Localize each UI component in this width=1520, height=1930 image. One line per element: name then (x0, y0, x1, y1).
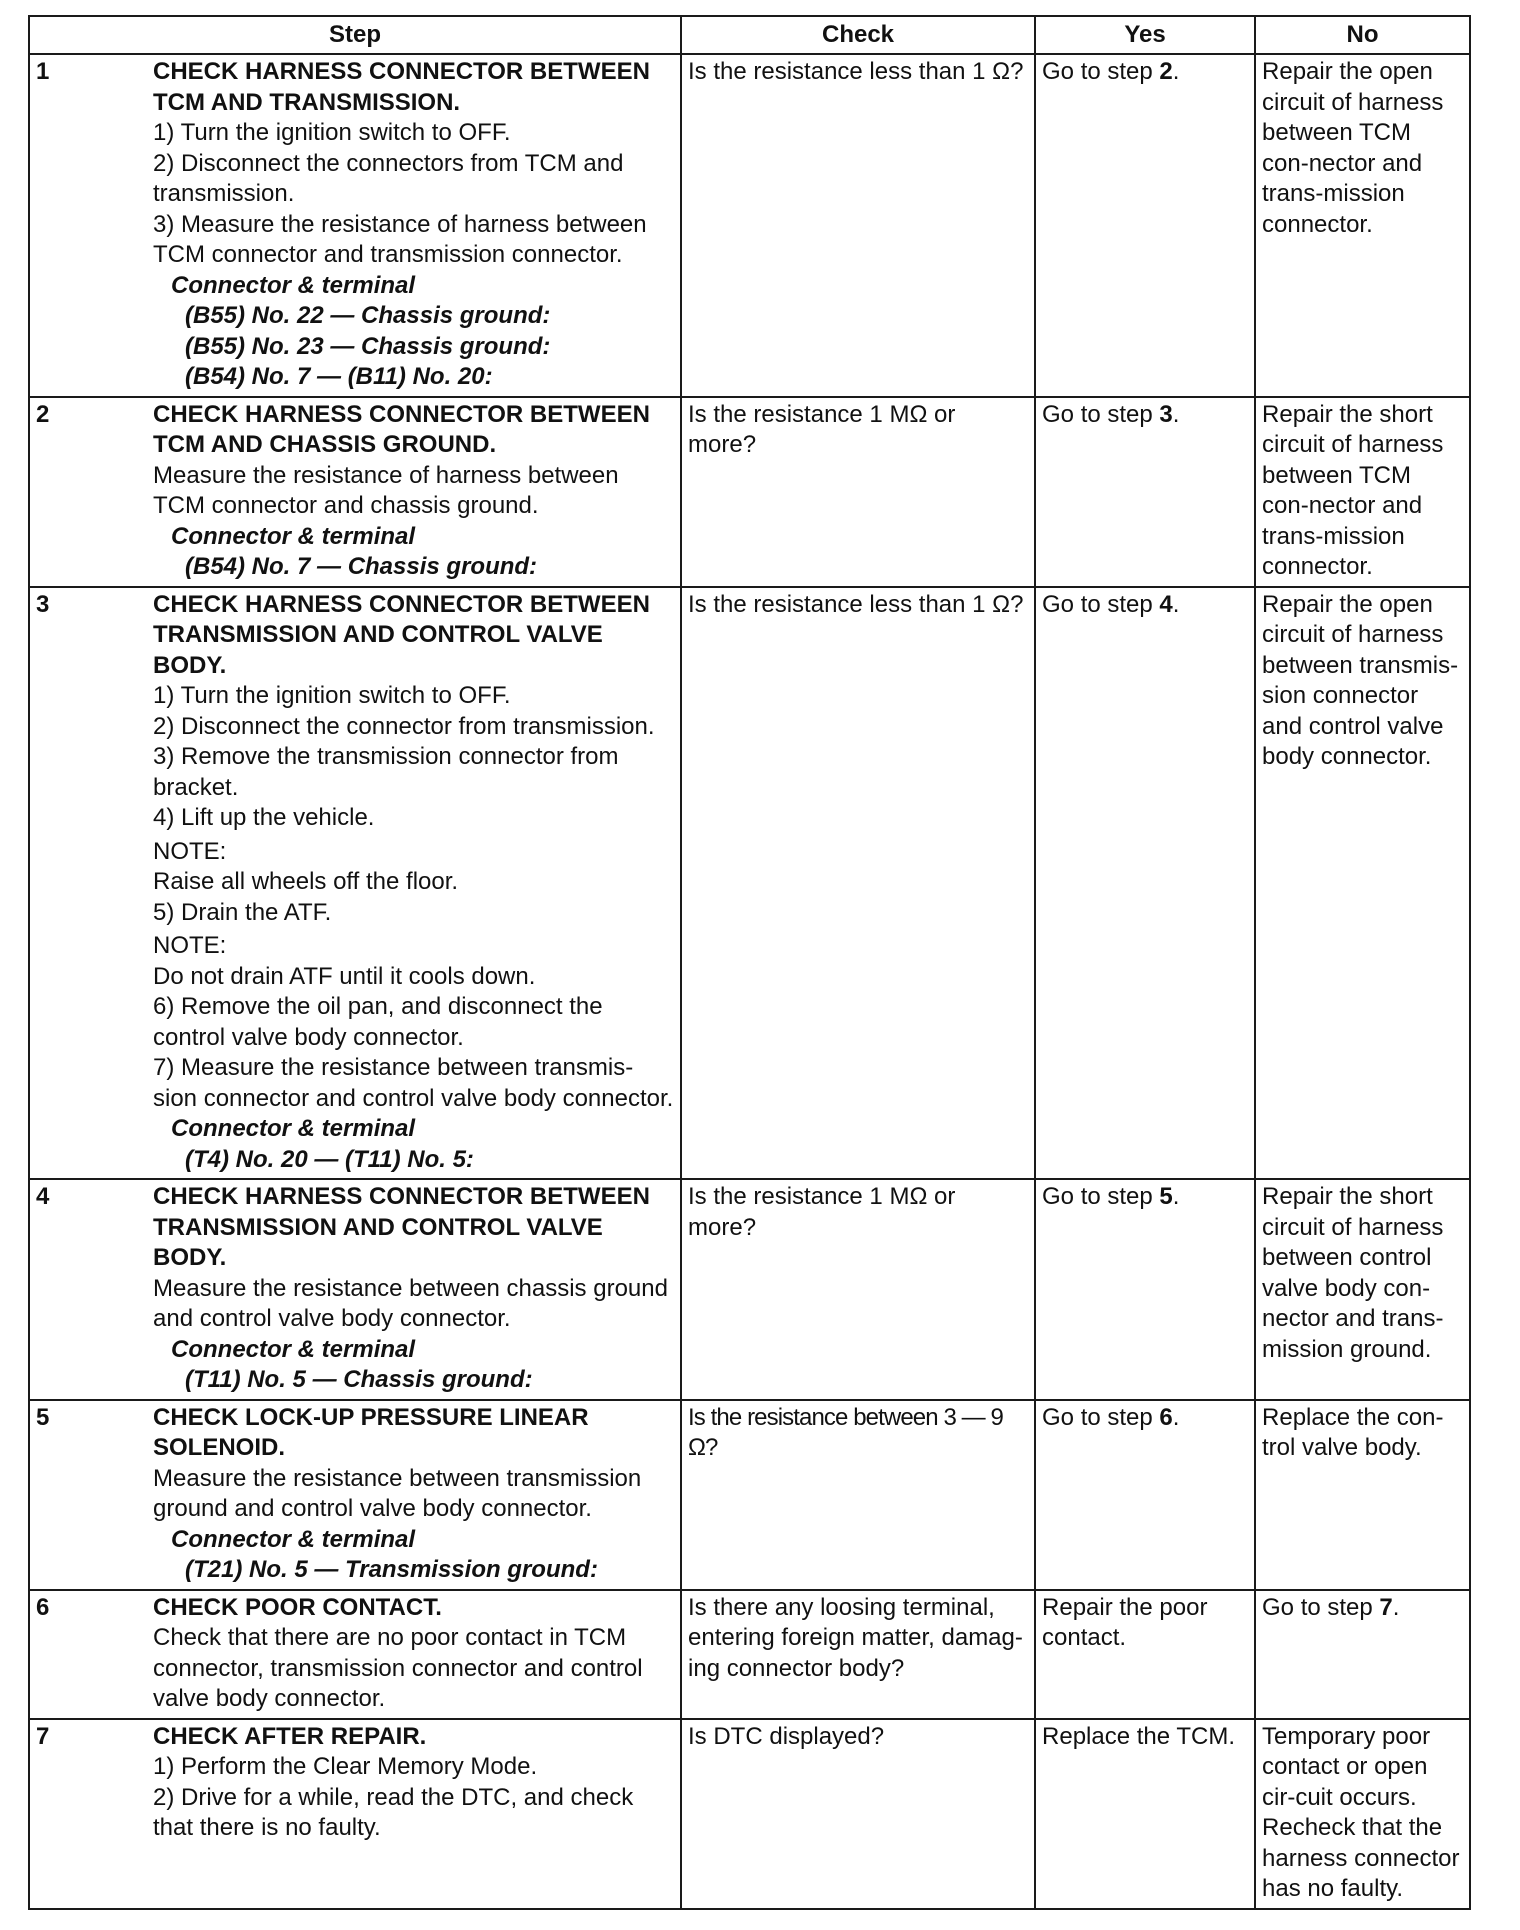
step-cell (147, 1590, 681, 1719)
step-link: 3 (1159, 400, 1173, 428)
instruction: 2) Disconnect the connectors from TCM and transmission. (153, 149, 624, 207)
connector-terminal: (T4) No. 20 — (T11) No. 5: (185, 1145, 474, 1173)
instruction: 7) Measure the resistance between transmis-sion connector and control valve body connector. (153, 1054, 674, 1112)
yes-suffix: . (1172, 400, 1180, 428)
instruction: 2) Disconnect the connector from transmission. (153, 712, 655, 740)
yes-text: Go to step (1042, 58, 1160, 85)
check-cell: Is the resistance 1 MΩ or more? (681, 1179, 1035, 1400)
yes-suffix: . (1172, 590, 1180, 618)
step-number: 7 (29, 1719, 147, 1909)
step-link: 6 (1159, 1403, 1173, 1431)
no-cell: Repair the short circuit of harness between TCM con-nector and trans-mission connector. (1255, 397, 1470, 587)
step-link: 4 (1159, 590, 1173, 618)
step-number: 6 (29, 1590, 147, 1719)
note-label: NOTE: (153, 837, 227, 865)
note-text: Raise all wheels off the floor. (153, 868, 459, 895)
instruction: Measure the resistance between transmission ground and control valve body connector. (153, 1464, 642, 1522)
step-title: CHECK HARNESS CONNECTOR BETWEEN TCM AND TRANSMISSION. (153, 58, 650, 116)
connector-terminal: (T21) No. 5 — Transmission ground: (185, 1556, 598, 1583)
instruction: 1) Turn the ignition switch to OFF. (153, 119, 511, 146)
table-row (29, 1719, 1470, 1909)
connector-heading: Connector & terminal (171, 522, 416, 550)
yes-text: Go to step (1042, 590, 1160, 618)
step-title: CHECK AFTER REPAIR. (153, 1722, 427, 1750)
header-row (29, 16, 1470, 54)
instruction: Measure the resistance of harness between TCM connector and chassis ground. (153, 461, 619, 519)
instruction: 3) Remove the transmission connector from bracket. (153, 743, 619, 801)
step-cell (147, 1719, 681, 1909)
yes-text: Go to step (1042, 400, 1160, 428)
step-link: 7 (1379, 1593, 1393, 1621)
step-number: 5 (29, 1400, 147, 1590)
yes-cell: Repair the poor contact. (1035, 1590, 1255, 1719)
check-cell: Is DTC displayed? (681, 1719, 1035, 1909)
instruction: 4) Lift up the vehicle. (153, 804, 375, 831)
check-cell: Is the resistance 1 MΩ or more? (681, 397, 1035, 587)
yes-cell: Replace the TCM. (1035, 1719, 1255, 1909)
header-step: Step (29, 16, 681, 54)
table-row (29, 54, 1470, 397)
step-number: 3 (29, 587, 147, 1180)
instruction: 5) Drain the ATF. (153, 898, 332, 926)
step-number: 2 (29, 397, 147, 587)
check-cell: Is the resistance less than 1 Ω? (681, 587, 1035, 1180)
note-text: Do not drain ATF until it cools down. (153, 962, 536, 990)
step-title: CHECK HARNESS CONNECTOR BETWEEN TCM AND CHASSIS GROUND. (153, 400, 650, 458)
check-cell: Is there any loosing terminal, entering foreign matter, damag-ing connector body? (681, 1590, 1035, 1719)
no-cell: Temporary poor contact or open cir-cuit occurs. Recheck that the harness connector has no faulty. (1255, 1719, 1470, 1909)
check-cell: Is the resistance less than 1 Ω? (681, 54, 1035, 397)
no-cell: Repair the open circuit of harness between TCM con-nector and trans-mission connector. (1255, 54, 1470, 397)
yes-cell (1035, 587, 1255, 1180)
step-cell (147, 1179, 681, 1400)
no-cell (1255, 1590, 1470, 1719)
yes-suffix: . (1172, 1403, 1180, 1431)
connector-heading: Connector & terminal (171, 271, 416, 299)
step-title: CHECK HARNESS CONNECTOR BETWEEN TRANSMISSION AND CONTROL VALVE BODY. (153, 1183, 650, 1271)
connector-terminal: (B55) No. 23 — Chassis ground: (185, 332, 551, 360)
no-cell: Repair the short circuit of harness between control valve body con-nector and trans-mission ground. (1255, 1179, 1470, 1400)
table-row (29, 1590, 1470, 1719)
step-number: 1 (29, 54, 147, 397)
step-cell (147, 397, 681, 587)
instruction: 3) Measure the resistance of harness between TCM connector and transmission connector. (153, 210, 647, 268)
instruction: 1) Turn the ignition switch to OFF. (153, 682, 511, 709)
connector-heading: Connector & terminal (171, 1525, 416, 1553)
step-cell (147, 1400, 681, 1590)
connector-terminal: (B54) No. 7 — Chassis ground: (185, 553, 538, 580)
connector-terminal: (B54) No. 7 — (B11) No. 20: (185, 363, 493, 390)
table-row (29, 1400, 1470, 1590)
no-suffix: . (1392, 1593, 1400, 1621)
yes-cell (1035, 397, 1255, 587)
note-label: NOTE: (153, 932, 227, 959)
table-row (29, 587, 1470, 1180)
step-link: 2 (1159, 58, 1173, 85)
header-check: Check (681, 16, 1035, 54)
connector-terminal: (T11) No. 5 — Chassis ground: (185, 1366, 533, 1393)
table-row (29, 397, 1470, 587)
step-title: CHECK HARNESS CONNECTOR BETWEEN TRANSMISSION AND CONTROL VALVE BODY. (153, 590, 650, 679)
table-row (29, 1179, 1470, 1400)
no-cell: Replace the con-trol valve body. (1255, 1400, 1470, 1590)
no-cell: Repair the open circuit of harness between transmis-sion connector and control valve body connector. (1255, 587, 1470, 1180)
step-cell (147, 54, 681, 397)
step-title: CHECK LOCK-UP PRESSURE LINEAR SOLENOID. (153, 1403, 589, 1461)
yes-suffix: . (1172, 1183, 1180, 1210)
header-yes: Yes (1035, 16, 1255, 54)
instruction: 2) Drive for a while, read the DTC, and check that there is no faulty. (153, 1783, 634, 1841)
no-text: Go to step (1262, 1593, 1380, 1621)
header-no: No (1255, 16, 1470, 54)
instruction: Check that there are no poor contact in TCM connector, transmission connector and control valve body connector. (153, 1624, 643, 1712)
step-title: CHECK POOR CONTACT. (153, 1593, 442, 1621)
yes-text: Go to step (1042, 1183, 1160, 1210)
diagnostic-table (28, 15, 1471, 1910)
instruction: 6) Remove the oil pan, and disconnect the control valve body connector. (153, 993, 603, 1051)
yes-cell (1035, 1179, 1255, 1400)
yes-suffix: . (1172, 58, 1180, 85)
instruction: Measure the resistance between chassis ground and control valve body connector. (153, 1274, 668, 1332)
connector-terminal: (B55) No. 22 — Chassis ground: (185, 302, 551, 329)
step-number: 4 (29, 1179, 147, 1400)
step-link: 5 (1159, 1183, 1173, 1210)
connector-heading: Connector & terminal (171, 1335, 416, 1363)
yes-cell (1035, 54, 1255, 397)
instruction: 1) Perform the Clear Memory Mode. (153, 1753, 538, 1780)
step-cell (147, 587, 681, 1180)
yes-cell (1035, 1400, 1255, 1590)
yes-text: Go to step (1042, 1403, 1160, 1431)
connector-heading: Connector & terminal (171, 1115, 416, 1142)
check-cell: Is the resistance between 3 — 9 Ω? (681, 1400, 1035, 1590)
